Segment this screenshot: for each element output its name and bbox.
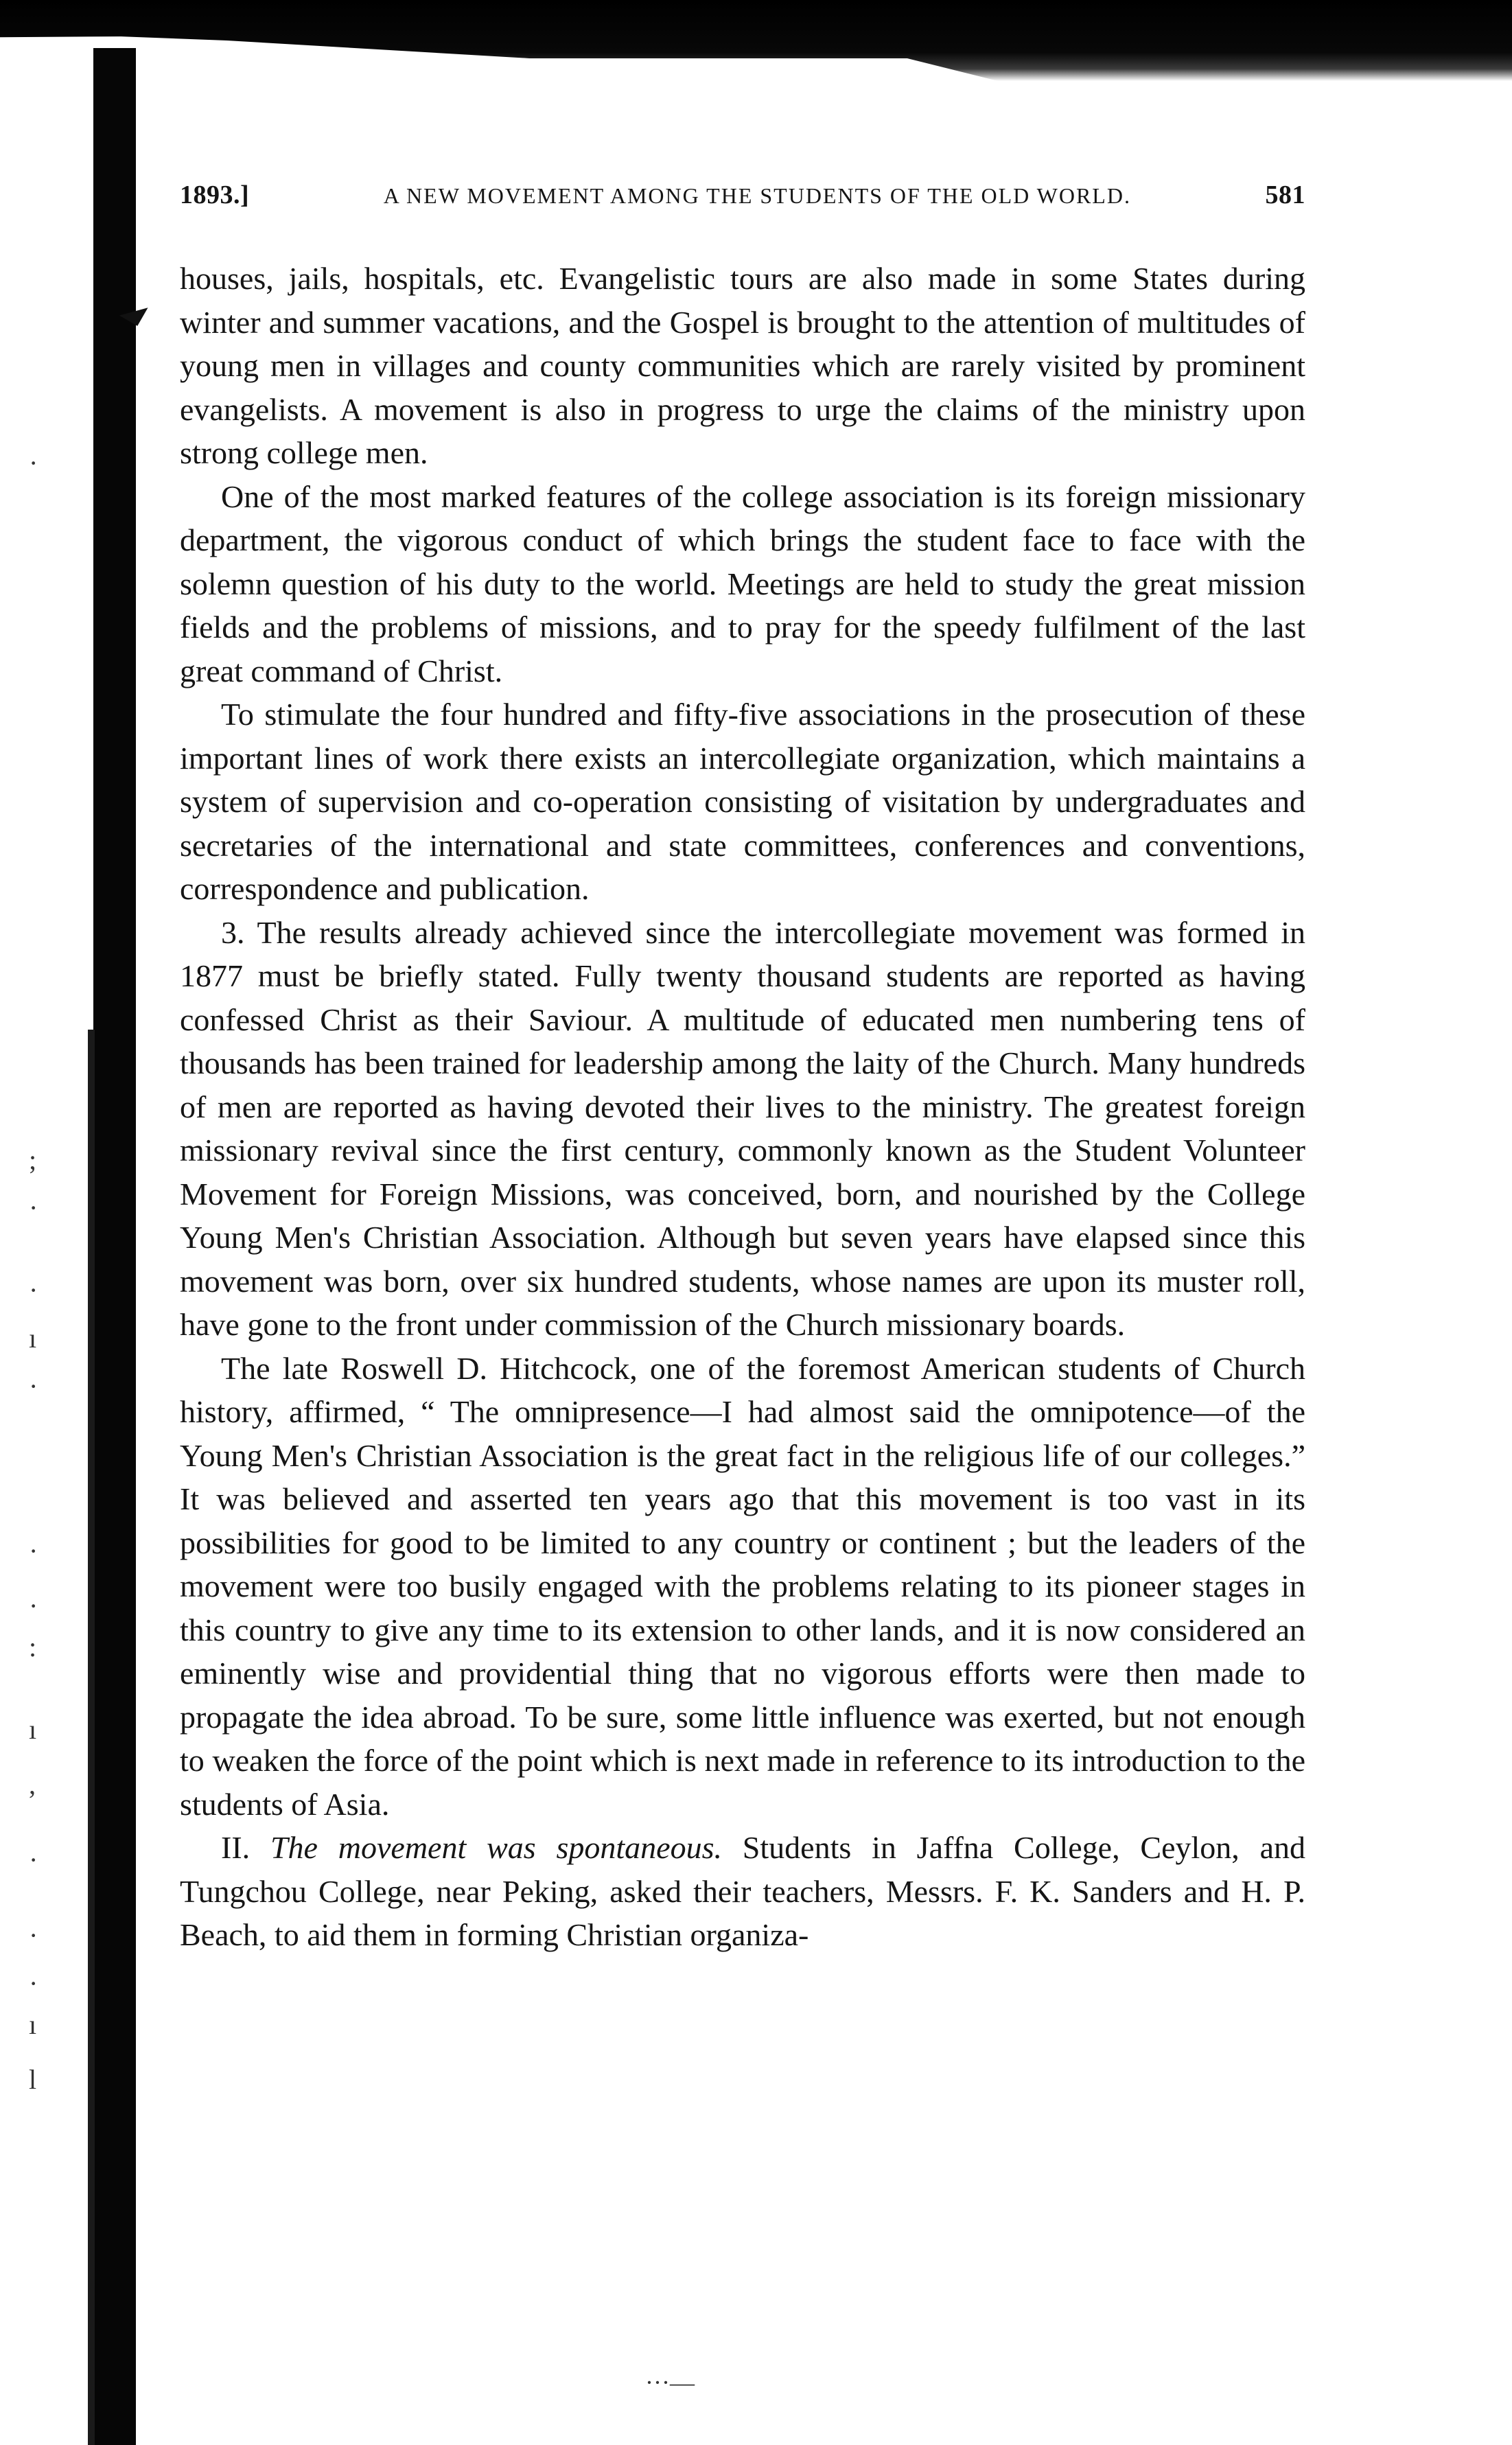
section-paragraph [180, 1826, 1305, 1957]
paragraph: houses, jails, hospitals, etc. Evangelistic tours are also made in some States during winter and summer vacations, and the Gospel is brought to the attention of multitudes of young men in villages and county communities which are rarely visited by prominent evangelists. A movement is also in progress to urge the claims of the ministry upon strong college men. [180, 261, 1305, 470]
paragraph: 3. The results already achieved since the intercollegiate movement was formed in 1877 must be briefly stated. Fully twenty thousand students are reported as having confessed Christ as their Saviour. A multitude of educated men numbering tens of thousands has been trained for leadership among the laity of the Church. Many hundreds of men are reported as having devoted their lives to the ministry. The greatest foreign missionary revival since the first century, commonly known as the Student Volunteer Movement for Foreign Missions, was conceived, born, and nourished by the College Young Men's Christian Association. Although but seven years have elapsed since this movement was born, over six hundred students, whose names are upon its muster roll, have gone to the front under commission of the Church missionary boards. [180, 914, 1305, 1342]
page-number: 581 [1265, 181, 1305, 209]
body-text [180, 257, 1305, 1957]
paragraph: The late Roswell D. Hitchcock, one of the foremost American students of Church history, affirmed, “ The omnipresence—I had almost said the omnipotence—of the Young Men's Christian Association is the great fact in the religious life of our colleges.” It was believed and asserted ten years ago that this movement is too vast in its possibilities for good to be limited to any country or continent ; but the leaders of the movement were too busily engaged with the problems relating to its pioneer stages in this country to give any time to its extension to other lands, and it is now considered an eminently wise and providential thing that no vigorous efforts were then made to propagate the idea abroad. To be sure, some little influence was exerted, but not enough to weaken the force of the point which is next made in reference to its introduction to the students of Asia. [180, 1350, 1305, 1822]
section-numeral: II. [221, 1830, 251, 1865]
scan-corner-mark: ◢ [117, 291, 152, 329]
section-text: Students in Jaffna College, Ceylon, and Tungchou College, near Peking, asked their teachers, Messrs. F. K. Sanders and H. P. Beach, to aid them in forming Christian organiza- [180, 1830, 1306, 1952]
section-heading: The movement was spontaneous. [270, 1830, 722, 1865]
book-page [180, 180, 1305, 1957]
footer-mark: ···— [645, 2369, 695, 2396]
scan-gutter-edge [88, 1030, 95, 2445]
running-head-year: 1893.] [180, 181, 250, 209]
running-head-title: A NEW MOVEMENT AMONG THE STUDENTS OF THE OLD WORLD. [383, 183, 1131, 208]
scan-gutter-shadow [93, 48, 136, 2445]
paragraph: To stimulate the four hundred and fifty-five associations in the prosecution of these important lines of work there exists an intercollegiate organization, which maintains a system of supervision and co-operation consisting of visitation by undergraduates and secretaries of the international and state committees, conferences and conventions, correspondence and publication. [180, 697, 1305, 906]
scan-margin-specks: · ; · · ı · · · : ı , · · · ı l [29, 448, 38, 2095]
running-head [180, 180, 1305, 229]
scan-top-dark-band [0, 0, 1512, 81]
paragraph: One of the most marked features of the college association is its foreign missionary department, the vigorous conduct of which brings the student face to face with the solemn question of his duty to the world. Meetings are held to study the great mission fields and the problems of missions, and to pray for the speedy fulfilment of the last great command of Christ. [180, 478, 1305, 688]
